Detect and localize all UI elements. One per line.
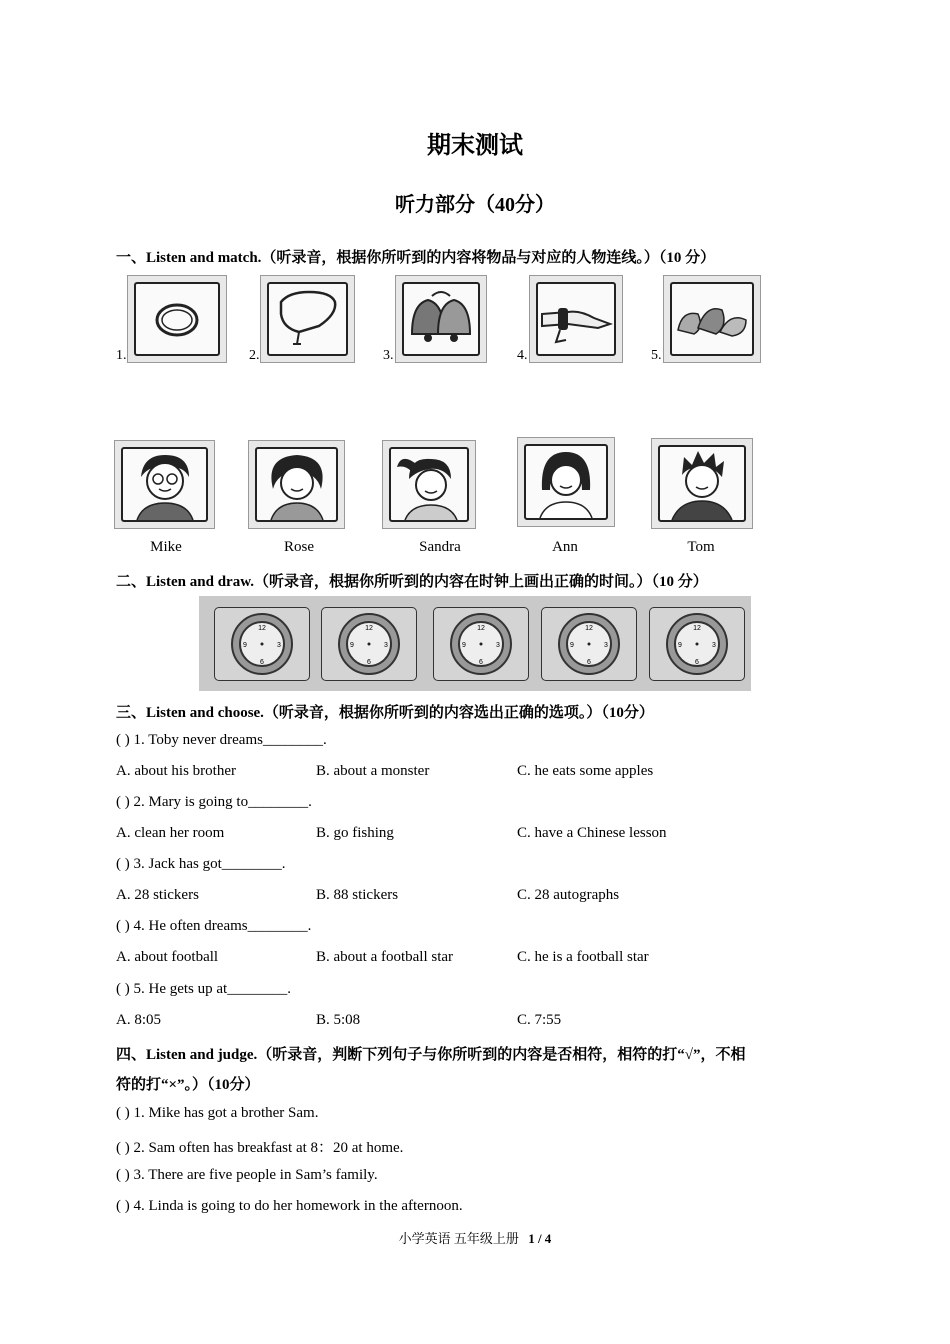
page-title: 期末测试 xyxy=(427,133,523,159)
svg-text:3: 3 xyxy=(712,642,716,649)
option-b: B. about a monster xyxy=(316,763,430,779)
svg-text:9: 9 xyxy=(678,642,682,649)
svg-text:12: 12 xyxy=(585,625,593,632)
option-c: C. 28 autographs xyxy=(517,887,620,903)
boy-glasses-icon xyxy=(123,449,206,520)
clock-icon xyxy=(542,608,636,680)
question-2: ( ) 2. Mary is going to________. xyxy=(116,794,312,810)
page-subtitle: 听力部分（40分） xyxy=(395,194,555,216)
item-number: 2. xyxy=(249,348,260,363)
option-a: A. about his brother xyxy=(116,763,236,779)
option-b: B. 5:08 xyxy=(316,1012,361,1028)
clock-icon xyxy=(215,608,309,680)
option-a: A. 28 stickers xyxy=(116,887,199,903)
bells-icon xyxy=(404,284,478,354)
section2-heading: 二、Listen and draw.（听录音，根据你所听到的内容在时钟上画出正确的时间。）（10 分） xyxy=(116,574,708,590)
svg-text:6: 6 xyxy=(695,659,699,666)
svg-text:3: 3 xyxy=(496,642,500,649)
option-b: B. go fishing xyxy=(316,825,394,841)
person-name: Ann xyxy=(552,539,578,555)
bells-picture xyxy=(395,275,487,363)
bracelet-picture xyxy=(127,275,227,363)
svg-text:12: 12 xyxy=(477,625,485,632)
svg-text:6: 6 xyxy=(479,659,483,666)
svg-text:6: 6 xyxy=(587,659,591,666)
necklace-picture xyxy=(260,275,355,363)
mike-picture xyxy=(114,440,215,529)
svg-text:12: 12 xyxy=(365,625,373,632)
page-number: 1 / 4 xyxy=(528,1231,552,1246)
svg-text:3: 3 xyxy=(604,642,608,649)
svg-text:12: 12 xyxy=(258,625,266,632)
judge-item-4: ( ) 4. Linda is going to do her homework in the afternoon. xyxy=(116,1198,463,1214)
clock-icon xyxy=(650,608,744,680)
clock-frame xyxy=(541,607,637,681)
person-name: Mike xyxy=(150,539,182,555)
section1-heading: 一、Listen and match.（听录音，根据你所听到的内容将物品与对应的人物连线。）（10 分） xyxy=(116,250,716,266)
clock-icon xyxy=(434,608,528,680)
option-a: A. clean her room xyxy=(116,825,225,841)
option-a: A. about football xyxy=(116,949,219,965)
girl-bob-hair-icon xyxy=(526,446,606,518)
judge-item-1: ( ) 1. Mike has got a brother Sam. xyxy=(116,1105,319,1121)
rose-picture xyxy=(248,440,345,529)
question-3: ( ) 3. Jack has got________. xyxy=(116,856,286,872)
option-c: C. have a Chinese lesson xyxy=(517,825,667,841)
sandra-picture xyxy=(382,440,476,529)
person-name: Tom xyxy=(687,539,715,555)
svg-text:3: 3 xyxy=(384,642,388,649)
svg-text:12: 12 xyxy=(693,625,701,632)
ann-picture xyxy=(517,437,615,527)
option-c: C. 7:55 xyxy=(517,1012,562,1028)
option-c: C. he is a football star xyxy=(517,949,649,965)
option-b: B. about a football star xyxy=(316,949,454,965)
girl-curly-hair-icon xyxy=(257,449,336,520)
svg-text:9: 9 xyxy=(243,642,247,649)
clock-frame xyxy=(433,607,529,681)
section3-heading: 三、Listen and choose.（听录音，根据你所听到的内容选出正确的选项。）（10分） xyxy=(116,705,654,721)
question-5: ( ) 5. He gets up at________. xyxy=(116,981,291,997)
item-number: 4. xyxy=(517,348,528,363)
clock-frame xyxy=(321,607,417,681)
option-b: B. 88 stickers xyxy=(316,887,399,903)
person-name: Sandra xyxy=(419,539,461,555)
page-footer xyxy=(0,1228,950,1247)
bracelet-icon xyxy=(136,284,218,354)
clock-frame xyxy=(649,607,745,681)
clock-icon xyxy=(322,608,416,680)
shells-picture xyxy=(663,275,761,363)
necklace-icon xyxy=(269,284,346,354)
tom-picture xyxy=(651,438,753,529)
option-c: C. he eats some apples xyxy=(517,763,654,779)
clock-strip xyxy=(199,596,751,691)
svg-text:9: 9 xyxy=(462,642,466,649)
clock-frame xyxy=(214,607,310,681)
boy-spiky-hair-icon xyxy=(660,447,744,520)
question-1: ( ) 1. Toby never dreams________. xyxy=(116,732,327,748)
svg-text:6: 6 xyxy=(367,659,371,666)
judge-item-3: ( ) 3. There are five people in Sam’s family. xyxy=(116,1167,378,1183)
shells-icon xyxy=(672,284,752,354)
section4-heading: 四、Listen and judge.（听录音，判断下列句子与你所听到的内容是否相符，相符的打“√”，不相 xyxy=(116,1047,746,1063)
svg-text:9: 9 xyxy=(570,642,574,649)
person-name: Rose xyxy=(284,539,314,555)
judge-item-2: ( ) 2. Sam often has breakfast at 8：20 at home. xyxy=(116,1140,404,1156)
footer-text: 小学英语 五年级上册 xyxy=(398,1231,519,1246)
girl-ponytail-icon xyxy=(391,449,467,520)
hair-tie-icon xyxy=(538,284,614,354)
svg-text:9: 9 xyxy=(350,642,354,649)
section4-heading-cont: 符的打“×”。）（10分） xyxy=(116,1077,260,1093)
hair-tie-picture xyxy=(529,275,623,363)
item-number: 5. xyxy=(651,348,662,363)
question-4: ( ) 4. He often dreams________. xyxy=(116,918,312,934)
item-number: 3. xyxy=(383,348,394,363)
item-number: 1. xyxy=(116,348,127,363)
svg-text:3: 3 xyxy=(277,642,281,649)
option-a: A. 8:05 xyxy=(116,1012,161,1028)
svg-text:6: 6 xyxy=(260,659,264,666)
